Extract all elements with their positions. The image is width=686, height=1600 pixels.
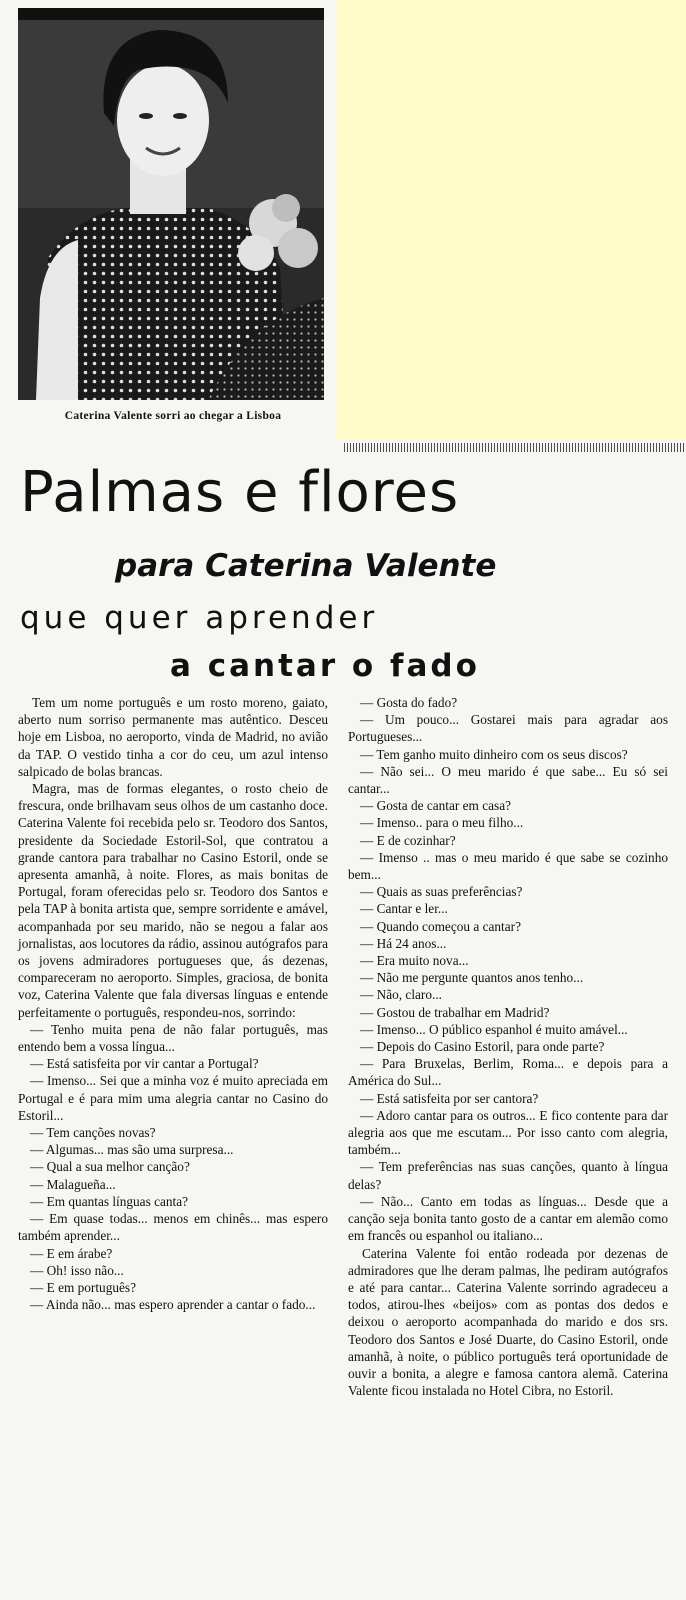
dialogue-line: — Está satisfeita por ser cantora? [360,1090,539,1106]
dialogue-line: — Tem preferências nas suas canções, quanto à língua delas? [348,1159,668,1192]
photo-caption: Caterina Valente sorri ao chegar a Lisboa [64,410,282,422]
dialogue-line: — Gosta do fado? [360,695,458,710]
dialogue-line: — Não, claro... [360,987,442,1003]
headline: Palmas e flores [20,460,460,525]
article-left-column [18,694,328,1313]
blank-yellow-panel [337,0,686,440]
dialogue-line: — Não... Canto em todas as línguas... Desde que a canção seja bonita tanto gosto de a cantar em alemão como em francês ou espanhol ou italiano... [348,1193,668,1244]
dialogue-line: — Tenho muita pena de não falar português, mas entendo bem a vossa língua... [18,1021,328,1055]
dialogue-line: — Tem canções novas? [30,1125,156,1141]
dialogue-line: — Imenso... Sei que a minha voz é muito apreciada em Portugal e é para mim uma alegria cantar no Casino do Estoril... [18,1073,328,1123]
dialogue-line: — Quais as suas preferências? [360,884,523,900]
dialogue-line: — Está satisfeita por vir cantar a Portugal? [30,1056,259,1072]
dialogue-line: — Em quase todas... menos em chinês... mas espero também aprender... [18,1211,328,1244]
dialogue-line: — Depois do Casino Estoril, para onde parte? [360,1039,605,1055]
dialogue-line: — Era muito nova... [360,953,469,969]
dialogue-line: — Oh! isso não... [30,1262,124,1278]
dialogue-line: — Malagueña... [30,1176,116,1192]
dialogue-line: — Quando começou a cantar? [360,918,521,934]
dialogue-line: — Há 24 anos... [360,935,447,951]
subheadline-3: a cantar o fado [170,648,480,684]
dialogue-line: — Gostou de trabalhar em Madrid? [360,1004,550,1020]
dialogue-line: — Não sei... O meu marido é que sabe... Eu só sei cantar... [348,763,668,797]
decorative-hatch-rule [344,443,686,452]
dialogue-line: — E em português? [30,1279,136,1295]
dialogue-line: — Gosta de cantar em casa? [360,798,511,814]
dialogue-line: — Imenso.. para o meu filho... [360,815,524,831]
dialogue-line: — Não me pergunte quantos anos tenho... [360,970,584,986]
dialogue-line: — E em árabe? [30,1245,113,1261]
portrait-illustration [18,8,324,400]
subheadline-1: para Caterina Valente [115,548,497,584]
dialogue-line: — Em quantas línguas canta? [30,1193,189,1209]
photo-caterina-valente [18,8,324,400]
dialogue-line: — E de cozinhar? [360,832,456,848]
dialogue-line: — Qual a sua melhor canção? [30,1159,190,1175]
dialogue-line: — Ainda não... mas espero aprender a cantar o fado... [30,1297,316,1313]
subheadline-2: que quer aprender [20,600,379,636]
dialogue-line: — Um pouco... Gostarei mais para agradar aos Portugueses... [348,712,668,745]
dialogue-line: — Algumas... mas são uma surpresa... [30,1142,234,1158]
dialogue-line: — Imenso... O público espanhol é muito amável... [360,1021,628,1037]
paragraph: Tem um nome português e um rosto moreno, gaiato, aberto num sorriso permanente mas autêntico. Desceu hoje em Lisboa, no aeroporto, vinda de Madrid, no avião da TAP. O vestido tinha a cor do ceu, um azul intenso salpicado de bolas brancas. [18,695,328,779]
article-right-column [348,694,668,1399]
dialogue-line: — Para Bruxelas, Berlim, Roma... e depois para a América do Sul... [348,1056,668,1089]
dialogue-line: — Tem ganho muito dinheiro com os seus discos? [360,746,628,762]
paragraph: Magra, mas de formas elegantes, o rosto cheio de frescura, onde brilhavam seus olhos de um castanho doce. Caterina Valente foi recebida pelo sr. Teodoro dos Santos, presidente da Sociedade Estoril-Sol, que contratou a grande cantora para trabalhar no Casino Estoril, onde se apresenta amanhã, à noite. Flores, as mais bonitas de Portugal, foram oferecidas pelo sr. Teodoro dos Santos e pela TAP à bonita artista que, sempre sorridente e amável, acompanhada por seu marido, não se negou a falar aos jornalistas, aos locutores da rádio, assinou autógrafos para os jovens admiradores portugueses que, ás dezenas, compareceram no aeroporto. Simples, graciosa, de bonita voz, Caterina Valente que fala diversas línguas e entende perfeitamente o português, respondeu-nos, sorrindo: [18,781,328,1020]
dialogue-line: — Cantar e ler... [360,901,448,917]
paragraph: Caterina Valente foi então rodeada por dezenas de admiradores que lhe deram palmas, lhe pediram autógrafos e até para cantar... Caterina Valente sorrindo agradeceu a todos, atirou-lhes «beijos» com as pontas dos dedos e deixou o aeroporto acompanhada do marido e dos srs. Teodoro dos Santos e José Duarte, do Casino Estoril, onde amanhã, à noite, o público português terá oportunidade de ouvir a bonita, a alegre e famosa cantora alemã. Caterina Valente ficou instalada no Hotel Cibra, no Estoril. [348,1245,668,1399]
dialogue-line: — Adoro cantar para os outros... E fico contente para dar alegria aos que me escutam... Por isso canto com alegria, também... [348,1107,668,1158]
dialogue-line: — Imenso .. mas o meu marido é que sabe se cozinho bem... [348,849,668,883]
